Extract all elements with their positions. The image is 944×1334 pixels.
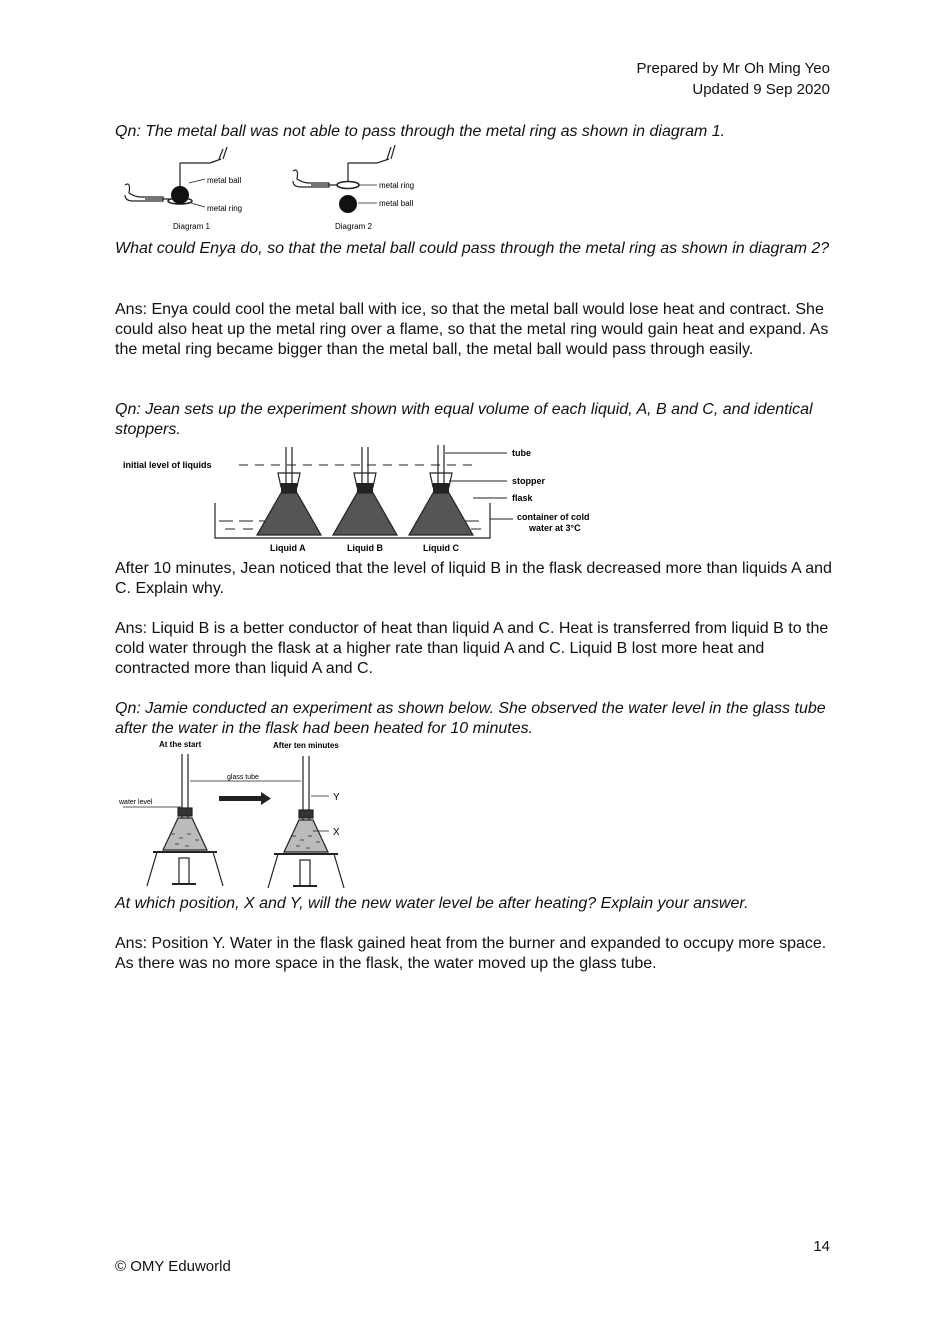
q1-d1-metal-ball — [171, 186, 189, 204]
q2-flask-a — [257, 447, 321, 535]
q1-question: Qn: The metal ball was not able to pass through the metal ring as shown in diagram 1. — [115, 123, 726, 140]
q3-question: Qn: Jamie conducted an experiment as shown below. She observed the water level in the glass tube after the water in the flask had been heated for 10 minutes. — [115, 700, 826, 737]
q3-apparatus-after — [268, 756, 344, 888]
q3-label-y: Y — [333, 792, 340, 803]
q2-figure — [115, 443, 635, 558]
q1-d1-label-ball: metal ball — [207, 176, 242, 185]
q3-question-2: At which position, X and Y, will the new water level be after heating? Explain your answer. — [115, 895, 749, 912]
q2-label-liquid-a: Liquid A — [270, 543, 306, 553]
q2-answer: Ans: Liquid B is a better conductor of heat than liquid A and C. Heat is transferred from liquid B to the cold water through the flask at a higher rate than liquid A and C. Liquid B lost more heat and contracted more than liquid A and C. — [115, 620, 829, 677]
q2-label-stopper: stopper — [512, 476, 546, 486]
copyright: © OMY Eduworld — [115, 1258, 231, 1275]
q2-label-tube: tube — [512, 448, 531, 458]
q1-d1-caption: Diagram 1 — [173, 222, 210, 231]
q2-label-initial-level: initial level of liquids — [123, 460, 212, 470]
q3-label-after-ten: After ten minutes — [273, 741, 339, 750]
q2-question: Qn: Jean sets up the experiment shown with equal volume of each liquid, A, B and C, and identical stoppers. — [115, 401, 813, 438]
q2-flask-c — [409, 445, 473, 535]
q2-flask-b — [333, 447, 397, 535]
q1-figure — [115, 143, 435, 235]
q2-question-2: After 10 minutes, Jean noticed that the level of liquid B in the flask decreased more than liquids A and C. Explain why. — [115, 560, 832, 597]
q3-answer: Ans: Position Y. Water in the flask gained heat from the burner and expanded to occupy more space. As there was no more space in the flask, the water moved up the glass tube. — [115, 935, 827, 972]
q3-apparatus-start — [147, 754, 223, 886]
q1-answer: Ans: Enya could cool the metal ball with ice, so that the metal ball would lose heat and contract. She could also heat up the metal ring over a flame, so that the metal ring would gain heat and expand. As the metal ring became bigger than the metal ball, the metal ball would pass through easily. — [115, 301, 829, 358]
page-header — [637, 58, 830, 100]
q3-figure — [115, 738, 375, 890]
q1-d2-label-ball: metal ball — [379, 199, 414, 208]
q2-label-container-1: container of cold — [517, 512, 590, 522]
q3-label-x: X — [333, 827, 340, 838]
page-number: 14 — [813, 1238, 830, 1255]
q1-d2-caption: Diagram 2 — [335, 222, 372, 231]
q2-label-liquid-c: Liquid C — [423, 543, 459, 553]
q1-d2-metal-ball — [339, 195, 357, 213]
updated-date: Updated 9 Sep 2020 — [692, 81, 830, 98]
prepared-by: Prepared by Mr Oh Ming Yeo — [636, 60, 830, 77]
q3-label-at-start: At the start — [159, 740, 202, 749]
q1-diagram-2 — [293, 145, 395, 203]
q2-label-container-2: water at 3°C — [529, 523, 581, 533]
q1-d2-label-ring: metal ring — [379, 181, 415, 190]
q1-question-2: What could Enya do, so that the metal ball could pass through the metal ring as shown in diagram 2? — [115, 240, 830, 257]
q2-label-flask: flask — [512, 493, 533, 503]
q1-d1-label-ring: metal ring — [207, 204, 243, 213]
q3-arrow — [219, 792, 271, 805]
q3-label-water-level: water level — [119, 799, 153, 806]
q2-label-liquid-b: Liquid B — [347, 543, 383, 553]
q3-label-glass-tube: glass tube — [227, 774, 259, 781]
